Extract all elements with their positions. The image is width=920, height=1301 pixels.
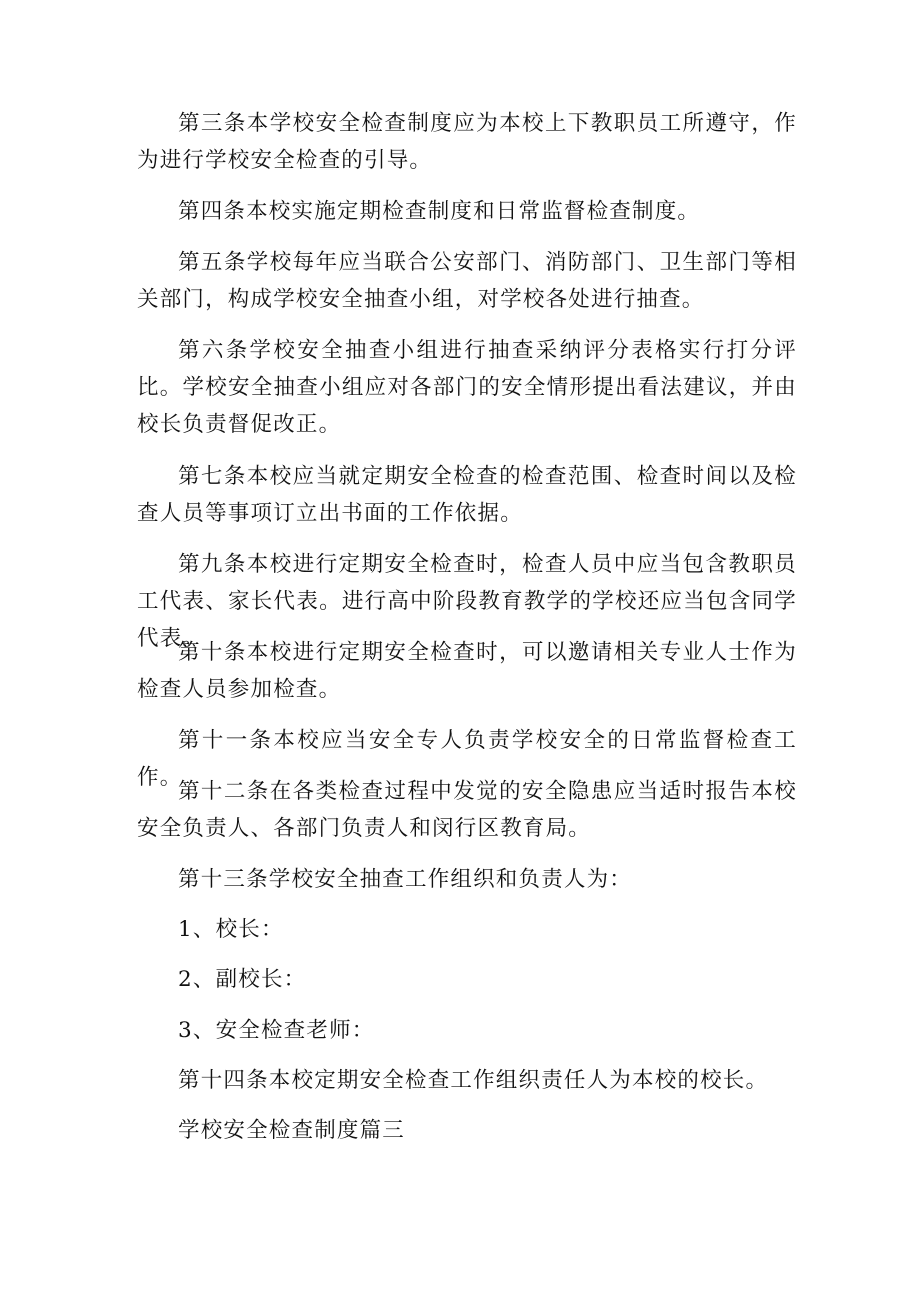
- list-item-principal: 1、校长：: [178, 917, 284, 942]
- paragraph-article-6: 第六条学校安全抽查小组进行抽查采纳评分表格实行打分评比。学校安全抽查小组应对各部门的安全情形提出看法建议，并由校长负责督促改正。: [137, 338, 797, 437]
- paragraph-article-10: 第十条本校进行定期安全检查时，可以邀请相关专业人士作为检查人员参加检查。: [137, 640, 797, 702]
- paragraph-article-7: 第七条本校应当就定期安全检查的检查范围、检查时间以及检查人员等事项订立出书面的工作依据。: [137, 464, 797, 526]
- paragraph-article-13: 第十三条学校安全抽查工作组织和负责人为：: [178, 867, 633, 892]
- list-item-vice-principal: 2、副校长：: [178, 967, 307, 992]
- paragraph-article-5: 第五条学校每年应当联合公安部门、消防部门、卫生部门等相关部门，构成学校安全抽查小组，对学校各处进行抽查。: [137, 250, 797, 312]
- paragraph-article-3: 第三条本学校安全检查制度应为本校上下教职员工所遵守，作为进行学校安全检查的引导。: [137, 111, 797, 173]
- section-heading-part-three: 学校安全检查制度篇三: [178, 1118, 406, 1143]
- paragraph-article-4: 第四条本校实施定期检查制度和日常监督检查制度。: [178, 199, 701, 224]
- list-item-safety-teacher: 3、安全检查老师：: [178, 1018, 375, 1043]
- paragraph-article-12: 第十二条在各类检查过程中发觉的安全隐患应当适时报告本校安全负责人、各部门负责人和闵行区教育局。: [137, 779, 797, 841]
- paragraph-article-11: 第十一条本校应当安全专人负责学校安全的日常监督检查工作。: [137, 728, 797, 790]
- paragraph-article-9: 第九条本校进行定期安全检查时，检查人员中应当包含教职员工代表、家长代表。进行高中阶段教育教学的学校还应当包含同学代表。: [137, 552, 797, 651]
- paragraph-article-14: 第十四条本校定期安全检查工作组织责任人为本校的校长。: [178, 1068, 769, 1093]
